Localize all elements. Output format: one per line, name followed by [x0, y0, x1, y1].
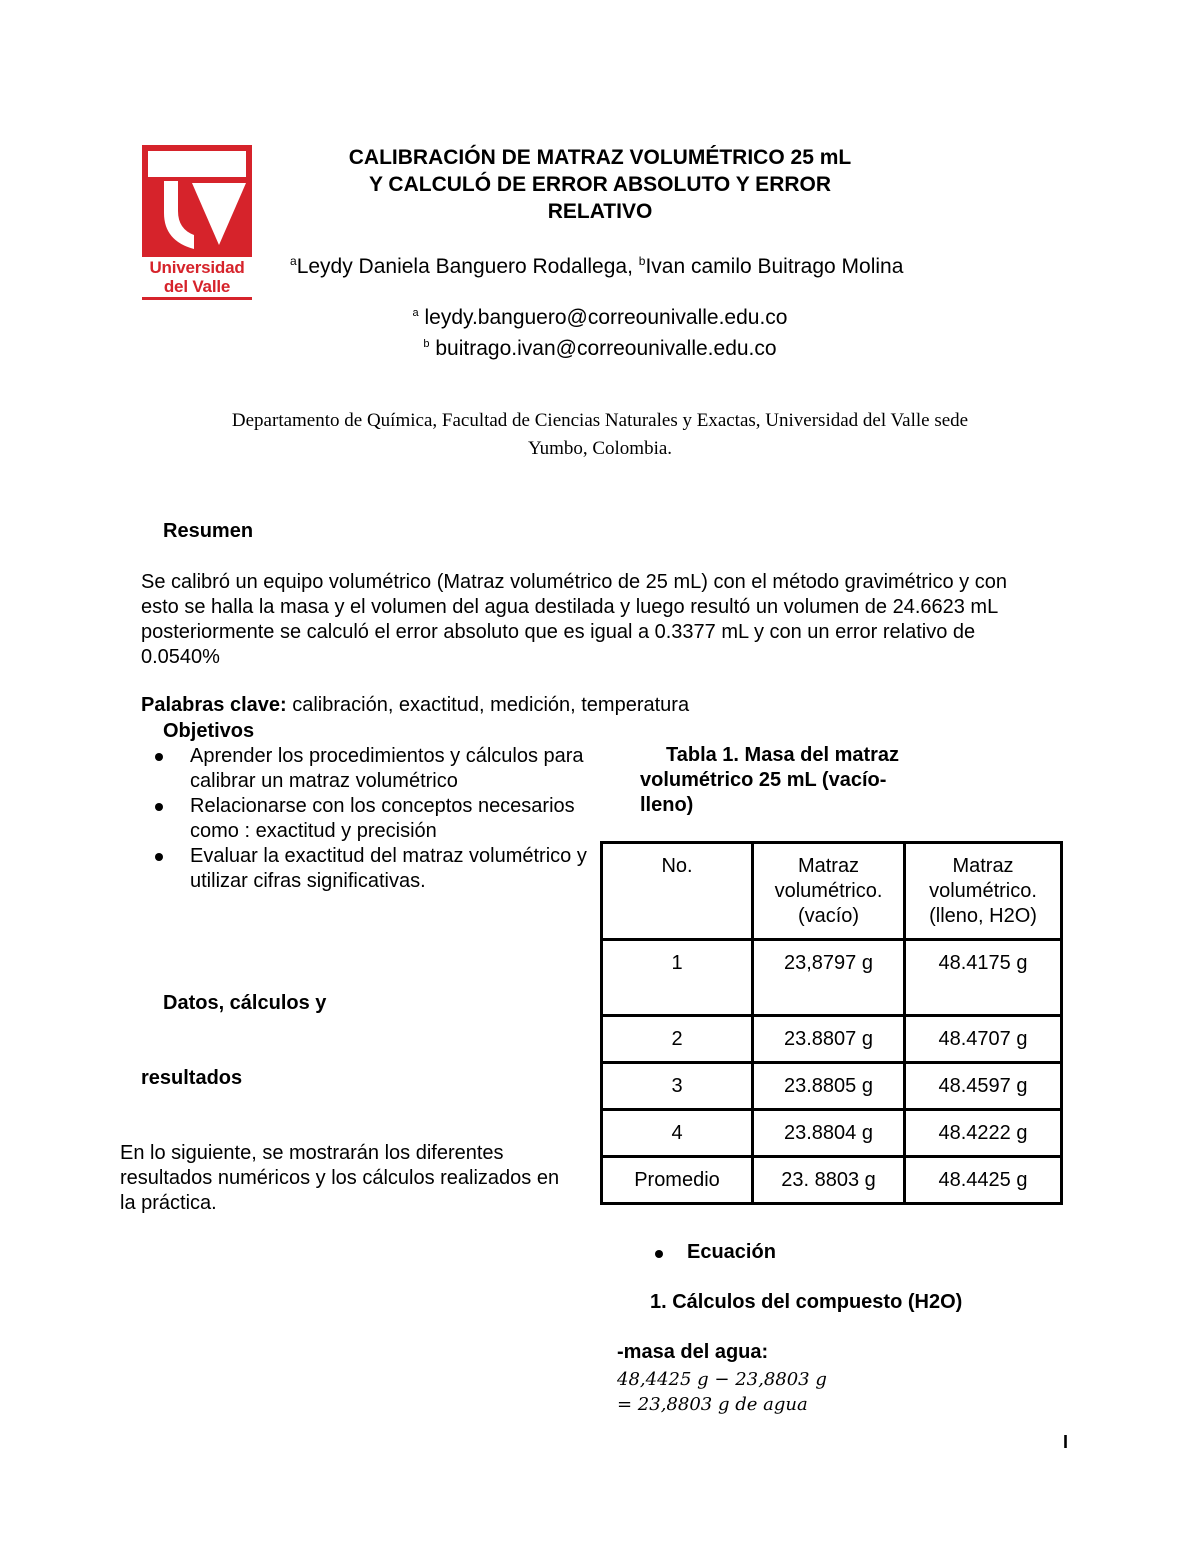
- ecuacion-heading: Ecuación: [655, 1241, 776, 1264]
- table-header-row: [602, 843, 1062, 940]
- resultados-heading: resultados: [141, 1067, 243, 1089]
- table-cell: 23.8805 g: [753, 1063, 905, 1110]
- author-emails: [300, 300, 900, 362]
- table-cell: 23. 8803 g: [753, 1157, 905, 1204]
- university-logo-icon: [142, 145, 252, 257]
- table-caption: Tabla 1. Masa del matraz volumétrico 25 mL (vacío- lleno): [640, 744, 900, 816]
- table-row: [602, 1110, 1062, 1157]
- table-row: [602, 1016, 1062, 1063]
- table-row: [602, 1063, 1062, 1110]
- list-item: Relacionarse con los conceptos necesarios como : exactitud y precisión: [150, 794, 590, 844]
- objetivos-list: [150, 744, 590, 894]
- table-cell: 23.8807 g: [753, 1016, 905, 1063]
- list-item: Evaluar la exactitud del matraz volumétrico y utilizar cifras significativas.: [150, 844, 590, 894]
- equation: 48,4425 g − 23,8803 g = 23,8803 g de agua: [617, 1369, 827, 1415]
- table-cell: 23,8797 g: [753, 940, 905, 1016]
- table-row: [602, 940, 1062, 1016]
- table-cell: Promedio: [602, 1157, 753, 1204]
- keywords: Palabras clave: calibración, exactitud, medición, temperatura: [141, 694, 690, 716]
- table-cell: 48.4425 g: [905, 1157, 1062, 1204]
- table-cell: 2: [602, 1016, 753, 1063]
- table-cell: 48.4707 g: [905, 1016, 1062, 1063]
- table-cell: 4: [602, 1110, 753, 1157]
- calculos-heading: 1. Cálculos del compuesto (H2O): [650, 1291, 963, 1313]
- table-cell: 3: [602, 1063, 753, 1110]
- resumen-heading: Resumen: [163, 520, 254, 542]
- table-cell: 48.4175 g: [905, 940, 1062, 1016]
- objetivos-heading: Objetivos: [163, 720, 255, 742]
- table-header-cell: Matraz volumétrico. (lleno, H2O): [905, 843, 1062, 940]
- datos-heading: Datos, cálculos y: [163, 992, 327, 1014]
- table-header-cell: Matraz volumétrico. (vacío): [753, 843, 905, 940]
- table-cell: 48.4222 g: [905, 1110, 1062, 1157]
- page-number: I: [1063, 1432, 1069, 1452]
- table-row-average: [602, 1157, 1062, 1204]
- table-header-cell: No.: [602, 843, 753, 940]
- masa-agua-heading: -masa del agua:: [617, 1341, 769, 1363]
- list-item: Aprender los procedimientos y cálculos para calibrar un matraz volumétrico: [150, 744, 590, 794]
- results-intro: En lo siguiente, se mostrarán los diferentes resultados numéricos y los cálculos realizados en la práctica.: [120, 1142, 560, 1214]
- table-cell: 23.8804 g: [753, 1110, 905, 1157]
- table-cell: 1: [602, 940, 753, 1016]
- email-b: $^b$ buitrago.ivan@correounivalle.edu.co: [423, 337, 777, 360]
- table-cell: 48.4597 g: [905, 1063, 1062, 1110]
- email-a: $^a$ leydy.banguero@correounivalle.edu.co: [412, 306, 788, 329]
- logo-underline: [142, 297, 252, 300]
- university-logo: [142, 145, 252, 301]
- university-logo-text: Universidad del Valle: [149, 258, 245, 296]
- paper-title: CALIBRACIÓN DE MATRAZ VOLUMÉTRICO 25 mL Y CALCULÓ DE ERROR ABSOLUTO Y ERROR RELATIVO: [348, 146, 852, 223]
- resumen-text: Se calibró un equipo volumétrico (Matraz volumétrico de 25 mL) con el método gravimétrico y con esto se halla la masa y el volumen del agua destilada y luego resultó un volumen de 24.6623 mL posteriormente se calculó el error absoluto que es igual a 0.3377 mL y con un error relativo de 0.0540%: [141, 571, 1007, 668]
- affiliation: Departamento de Química, Facultad de Ciencias Naturales y Exactas, Universidad del Valle sede Yumbo, Colombia.: [231, 410, 969, 459]
- data-table: [600, 841, 1063, 1205]
- authors: $^a$Leydy Daniela Banguero Rodallega, $^b$Ivan camilo Buitrago Molina: [290, 254, 904, 278]
